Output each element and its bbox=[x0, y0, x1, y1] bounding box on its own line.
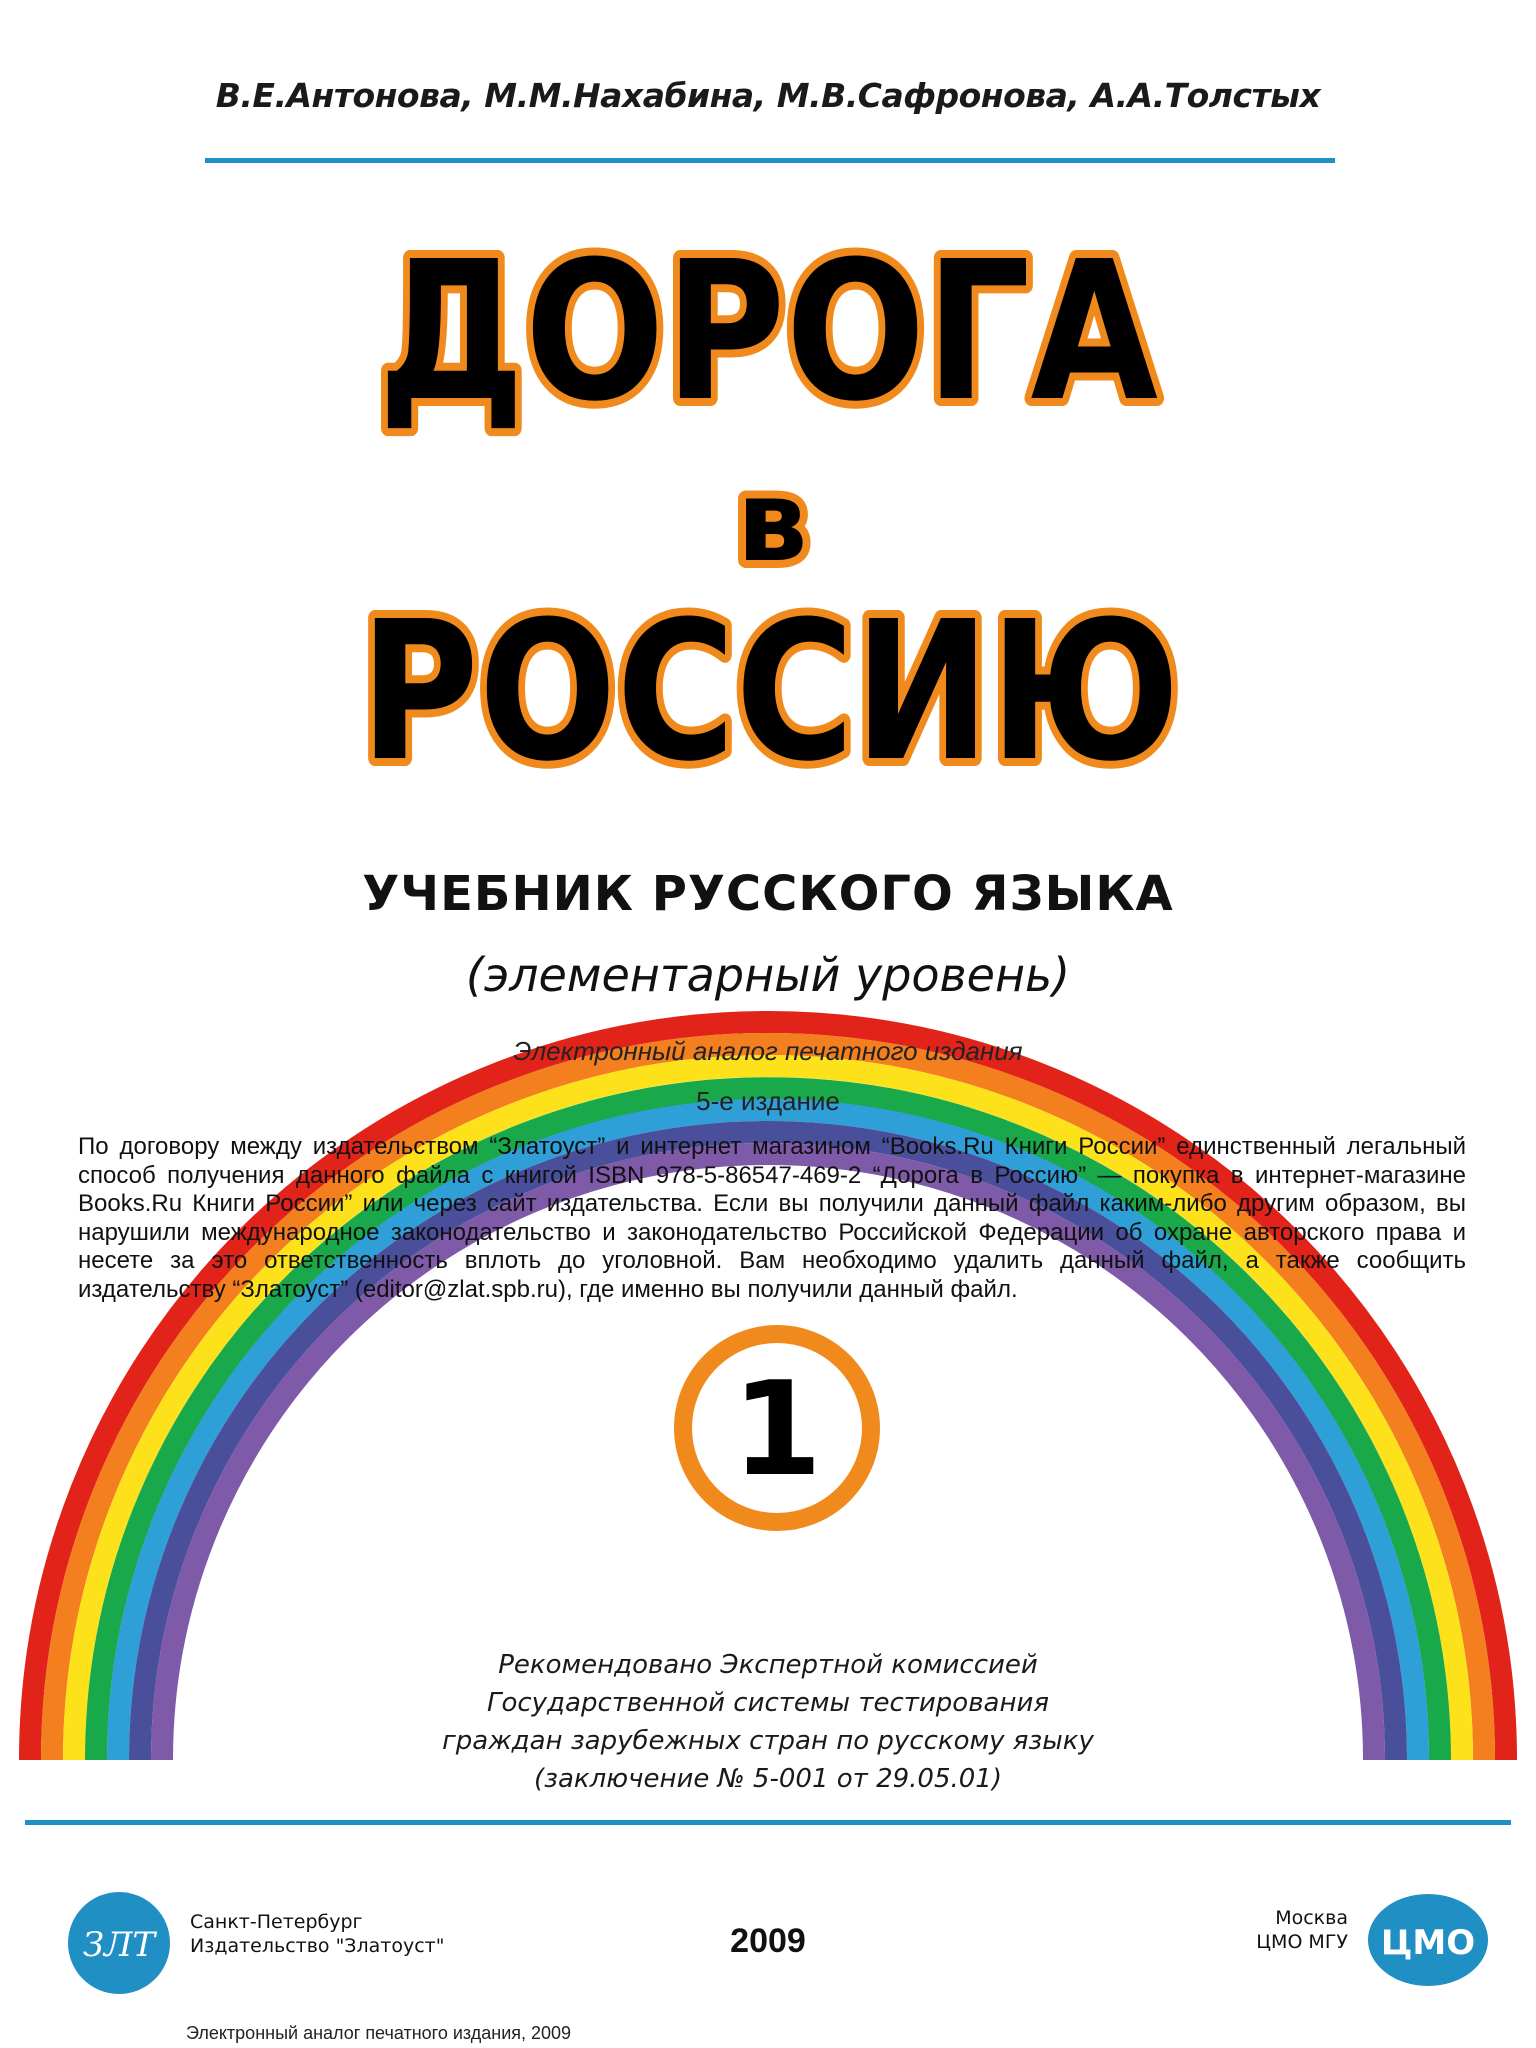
recommendation-block bbox=[0, 1646, 1536, 1798]
recommendation-line-1: Рекомендовано Экспертной комиссией bbox=[498, 1650, 1038, 1680]
svg-text:ЗЛТ: ЗЛТ bbox=[82, 1925, 156, 1965]
edition-label: 5-е издание bbox=[696, 1086, 840, 1116]
title-line-2: в bbox=[736, 457, 808, 587]
publisher-right-city: Москва bbox=[1275, 1907, 1348, 1929]
publisher-right-name: ЦМО МГУ bbox=[1256, 1931, 1348, 1953]
recommendation-line-2: Государственной системы тестирования bbox=[486, 1688, 1050, 1718]
electronic-analog-note: Электронный аналог печатного издания bbox=[513, 1036, 1023, 1066]
publication-year: 2009 bbox=[730, 1922, 806, 1960]
cmo-mgu-logo-icon bbox=[1366, 1890, 1490, 1990]
publisher-left-city: Санкт-Петербург bbox=[190, 1911, 363, 1933]
license-notice: По договору между издательством “Златоуст” и интернет магазином “Books.Ru Книги России” единственный легальный способ получения данного файла с книгой ISBN 978-5-86547-469-2 “Дорога в Россию” — покупка в интернет-магазине Books.Ru Книги России” или через сайт издательства. Если вы получили данный файл каким-либо другим образом, вы нарушили международное законодательство и законодательство Российской Федерации об охране авторского права и несете за это ответственность вплоть до уголовной. Вам необходимо удалить данный файл, а также сообщить издательству “Златоуст” (editor@zlat.spb.ru), где именно вы получили данный файл. bbox=[78, 1133, 1466, 1303]
footer-note: Электронный аналог печатного издания, 2009 bbox=[186, 2023, 572, 2043]
authors: В.Е.Антонова, М.М.Нахабина, М.В.Сафронова, А.А.Толстых bbox=[215, 76, 1321, 115]
subtitle: УЧЕБНИК РУССКОГО ЯЗЫКА bbox=[362, 866, 1174, 922]
bottom-divider bbox=[25, 1820, 1511, 1825]
recommendation-line-3: граждан зарубежных стран по русскому языку bbox=[442, 1726, 1094, 1756]
title-line-1: ДОРОГА bbox=[378, 221, 1158, 444]
title-line-3: РОССИЮ bbox=[360, 581, 1180, 804]
publisher-left-name: Издательство "Златоуст" bbox=[190, 1935, 445, 1957]
level-label: (элементарный уровень) bbox=[465, 948, 1071, 1002]
book-title bbox=[0, 0, 1536, 820]
recommendation-line-4: (заключение № 5-001 от 29.05.01) bbox=[534, 1764, 1002, 1794]
svg-text:ЦМО: ЦМО bbox=[1380, 1923, 1476, 1963]
volume-number: 1 bbox=[731, 1353, 823, 1505]
publisher-right bbox=[1238, 1906, 1348, 1954]
